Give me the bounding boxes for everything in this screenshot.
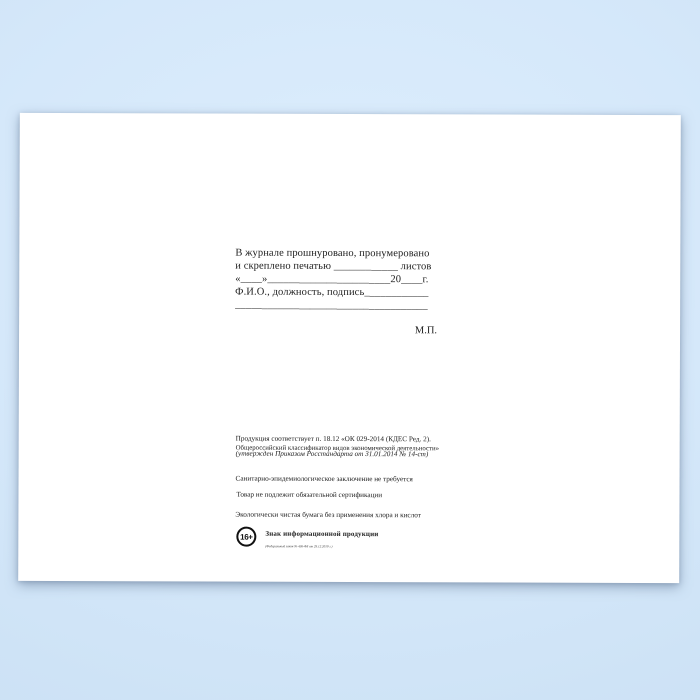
certification-note: Товар не подлежит обязательной сертификации	[236, 490, 383, 500]
eco-paper-note: Экологически чистая бумага без применения хлора и кислот	[235, 510, 421, 519]
seal-line-5: ____________________________________	[235, 299, 428, 312]
seal-line-1: В журнале прошнуровано, пронумеровано	[235, 247, 430, 260]
stamp-placeholder: М.П.	[414, 325, 438, 337]
info-product-sign-title: Знак информационной продукции	[265, 529, 379, 538]
seal-certification-block	[235, 247, 451, 313]
seal-line-4: Ф.И.О., должность, подпись____________	[235, 286, 429, 299]
info-product-sign-law-text: (Федеральный закон № 436-ФЗ от 29.12.2010 г.)	[265, 544, 333, 549]
info-product-sign-law	[265, 537, 399, 555]
product-classification-line-3: (утвержден Приказом Росстандарта от 31.01.2014 № 14-ст)	[235, 449, 429, 459]
sanitary-note: Санитарно-эпидемиологическое заключение не требуется	[235, 474, 413, 484]
seal-line-3: «____»_______________________20____г.	[235, 273, 429, 286]
product-classification-line-1: Продукция соответствует п. 18.12 «ОК 029-2014 (КДЕС Ред. 2).	[235, 434, 431, 444]
age-rating-16plus-icon: 16+	[236, 527, 256, 547]
journal-back-page	[18, 113, 681, 583]
product-classification-line-2: Общероссийский классификатор видов экономической деятельности»	[235, 444, 440, 452]
seal-line-2: и скреплено печатью ____________ листов	[235, 260, 432, 273]
